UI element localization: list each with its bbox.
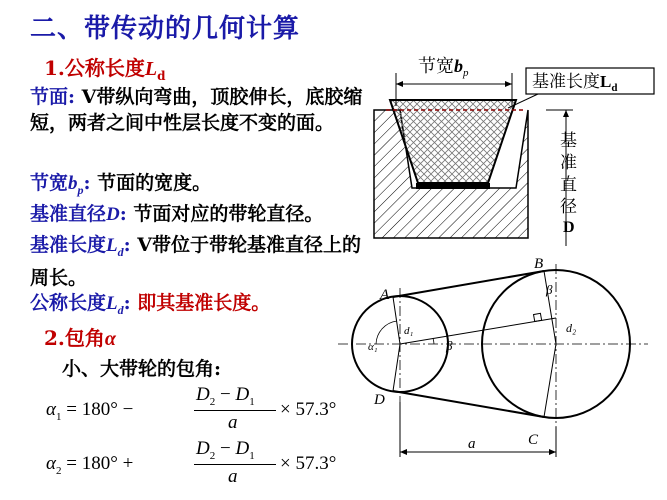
datum-length-subscript: d <box>117 244 124 259</box>
datum-diameter-symbol: D <box>106 204 120 225</box>
belt-tight-side <box>393 271 544 297</box>
datum-diameter-char-2: 准 <box>560 153 577 172</box>
def-pitch-width-text: 节面的宽度。 <box>90 172 212 194</box>
def-datum-length-text: V带位于带轮基准直径上的周长。 <box>30 234 361 289</box>
slide-title: 二、带传动的几何计算 <box>30 14 301 44</box>
formula-alpha2 <box>46 438 337 490</box>
label-d2: d₂ <box>566 321 577 335</box>
formula2-num-d2: D <box>196 438 210 459</box>
pitch-width-symbol: b <box>68 173 78 194</box>
section2-number: 2. <box>44 326 65 350</box>
formula2-lhs-sub: 2 <box>55 464 62 477</box>
label-alpha1: α₁ <box>368 341 378 353</box>
label-point-b: B <box>534 256 544 272</box>
formula1-minus: − <box>219 384 231 405</box>
formula1-num-d2: D <box>196 384 210 405</box>
section1-symbol: L <box>144 58 158 80</box>
nominal-length-subscript: d <box>117 302 124 317</box>
formula-alpha1 <box>46 384 337 436</box>
section2-symbol: α <box>104 328 116 350</box>
formula2-den: a <box>228 466 238 487</box>
datum-diameter-char-3: 直 <box>560 175 577 194</box>
def-nominal-length-text: 即其基准长度。 <box>130 292 271 314</box>
nominal-length-colon: : <box>123 292 131 314</box>
formula1-lhs-sub: 1 <box>55 410 62 423</box>
formula2-lhs: α <box>46 453 56 474</box>
term-nominal-length: 公称长度 <box>30 292 107 314</box>
term-datum-length: 基准长度 <box>30 234 107 256</box>
datum-diameter-char-4: 径 <box>560 197 577 216</box>
pitch-width-subscript: p <box>77 182 84 197</box>
label-point-c: C <box>528 432 539 448</box>
datum-diameter-colon: : <box>119 203 127 225</box>
belt-cross-section-figure <box>368 48 663 248</box>
label-beta-large: β <box>546 282 553 297</box>
formula1-eq: = 180° <box>66 399 118 420</box>
formula2-minus: − <box>219 438 231 459</box>
def-pitch-width <box>30 170 370 203</box>
datum-length-symbol: L <box>106 235 118 256</box>
formula1-lhs: α <box>46 399 56 420</box>
section1-label: 公称长度 <box>64 56 145 80</box>
formula1-den: a <box>228 412 238 433</box>
label-point-a: A <box>380 287 390 303</box>
belt-slack-side <box>393 391 544 417</box>
formula1-num-sub2: 2 <box>209 395 216 408</box>
formula1-num-d1: D <box>235 384 250 405</box>
formula1-num-sub1: 1 <box>249 395 255 408</box>
formula2-tail: × 57.3° <box>280 453 337 474</box>
term-datum-diameter: 基准直径 <box>30 203 107 225</box>
def-pitch-surface <box>30 84 370 136</box>
def-datum-length <box>30 232 370 291</box>
label-d1: d₁ <box>404 325 414 337</box>
belt-drive-figure <box>338 252 666 498</box>
def-pitch-surface-text: V带纵向弯曲，顶胶伸长，底胶缩短，两者之间中性层长度不变的面。 <box>30 86 363 134</box>
datum-length-colon: : <box>123 234 131 256</box>
formula2-num-sub2: 2 <box>209 449 216 462</box>
section1-number: 1. <box>44 56 65 80</box>
formula2-op: + <box>122 453 134 474</box>
belt-bottom-layer <box>416 183 490 189</box>
formula2-eq: = 180° <box>66 453 118 474</box>
nominal-length-symbol: L <box>106 293 118 314</box>
section1-heading <box>44 52 166 83</box>
datum-diameter-char-1: 基 <box>560 131 577 150</box>
section2-heading <box>44 322 116 351</box>
term-pitch-surface: 节面: <box>30 86 76 108</box>
formula2-num-sub1: 1 <box>249 449 255 462</box>
formula1-op: − <box>122 399 134 420</box>
datum-diameter-symbol: D <box>563 219 575 236</box>
label-beta-small: β <box>446 338 453 353</box>
formula2-num-d1: D <box>235 438 250 459</box>
wrap-angle-caption: 小、大带轮的包角: <box>62 358 222 380</box>
term-pitch-width: 节宽 <box>30 172 69 194</box>
formula2-fraction-bar <box>194 464 276 465</box>
beta-parallel-line <box>400 318 556 344</box>
section2-label: 包角 <box>64 326 105 350</box>
section1-subscript: d <box>157 69 166 83</box>
pitch-width-colon: : <box>83 172 91 194</box>
formula1-fraction-bar <box>194 410 276 411</box>
pitch-width-label: 节宽$b_p$ <box>418 56 469 79</box>
def-nominal-length <box>30 290 370 323</box>
def-datum-diameter-text: 节面对应的带轮直径。 <box>126 203 324 225</box>
def-datum-diameter <box>30 201 370 228</box>
label-center-distance: a <box>468 436 476 452</box>
formula1-tail: × 57.3° <box>280 399 337 420</box>
label-point-d: D <box>374 392 385 408</box>
datum-length-label: 基准长度$L_d$ <box>532 72 618 94</box>
